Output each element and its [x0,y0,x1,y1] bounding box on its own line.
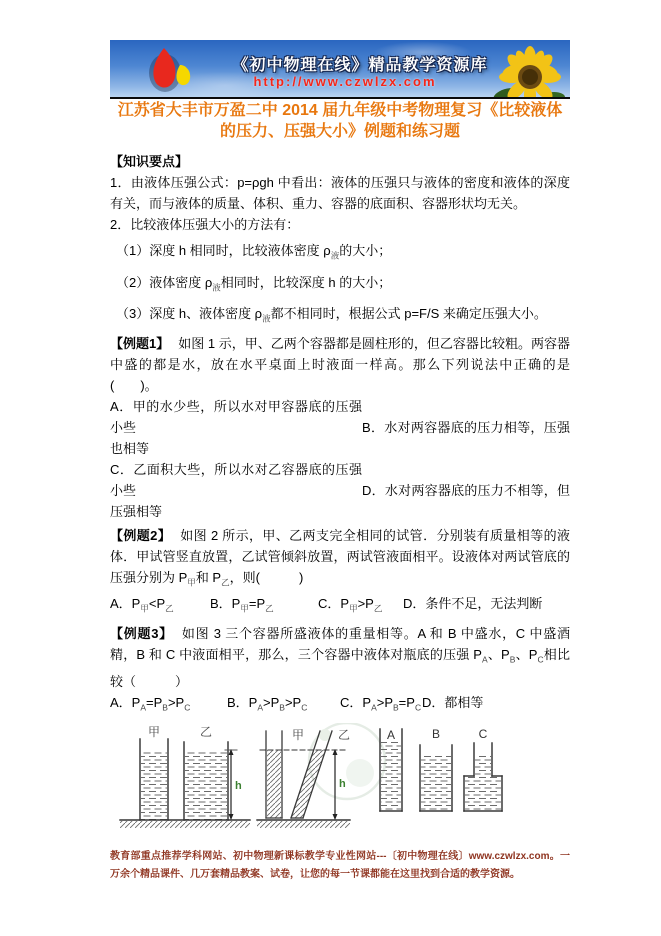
example-2 [110,525,570,594]
option-c: C．$P_甲>P_乙$ [318,596,383,614]
example-1 [110,333,570,396]
knowledge-point-1: 1．由液体压强公式：p=ρgh 中看出：液体的压强只与液体的密度和液体的深度有关，而与液体的质量、体积、重力、容器的底面积、容器形状均无关。 [110,175,570,211]
option-a: A．$P_甲<P_乙$ [110,596,174,614]
example-1-options-cd [110,459,570,522]
knowledge-method-2: （2）液体密度 $\rho_液$相同时，比较深度 h 的大小； [116,274,392,293]
example-2-label: 【例题2】 [110,527,172,543]
fig1-ground [120,821,250,828]
knowledge-method-3: （3）深度 h、液体密度 $\rho_液$都不相同时，根据公式 p=F/S 来确定压强大小。 [116,306,547,324]
example-3-label: 【例题3】 [110,625,173,641]
option-d: D．水对两容器底的压力不相等，但压强相等 [110,482,570,519]
fig2-left-label: 甲 [292,728,305,743]
site-title: 《初中物理在线》精品教学资源库 [232,57,488,74]
example-2-text: 如图 2 所示，甲、乙两支完全相同的试管．分别装有质量相等的液体．甲试管竖直放置，乙试管倾斜放置，两试管液面相平。设液体对两试管底的压强分别为 $P_甲$和 $P_乙$，则( ) [110,527,570,588]
option-d: D．条件不足，无法判断 [403,596,543,612]
site-banner [110,40,570,99]
site-url: http://www.czwlzx.com [253,74,437,89]
sunflower-icon [492,41,568,99]
option-b: B．$P_甲=P_乙$ [210,596,274,614]
example-1-label: 【例题1】 [110,335,170,351]
knowledge-method-1: （1）深度 h 相同时，比较液体密度 $\rho_液$的大小； [116,243,392,261]
example-3-text: 如图 3 三个容器所盛液体的重量相等。A 和 B 中盛水，C 中盛酒精，B 和 C 中液面相平，那么，三个容器中液体对瓶底的压强 $P_A$、$P_B$、$P_C$相比较（ ） [110,625,570,689]
fig1-left-label: 甲 [147,725,161,740]
footer-text: 教育部重点推荐学科网站、初中物理新课标教学专业性网站---〔初中物理在线〕www.czwlzx.com。一万余个精品课件、几万套精品教案、试卷，让您的每一节课都能在这里找到合适的教学资源。 [110,851,570,880]
fig1-liquid-right [185,750,227,820]
example-3 [110,623,570,692]
fig3-label-b: B [431,727,441,742]
fig2-height-label: h [339,778,346,791]
fig2-right-label: 乙 [338,728,351,743]
fig1-height-label: h [235,780,242,793]
fig2-liquid-left [267,750,281,818]
example-3-options [110,692,570,719]
knowledge-point-2: 2．比较液体压强大小的方法有： [110,217,300,232]
option-c: C．$P_A>P_B=P_C$ [340,694,422,713]
figures-strip [110,723,570,836]
figure-3 [380,727,502,811]
fig3-label-a: A [386,728,396,743]
figure-2 [257,728,350,828]
fig1-liquid-left [141,750,167,820]
figure-1 [120,725,250,828]
fig3-liquid-c-body [465,777,501,810]
option-b: B．水对两容器底的压力相等，压强也相等 [110,419,570,456]
fig3-liquid-c-neck [475,754,491,777]
fig1-right-label: 乙 [199,725,213,740]
fig3-liquid-a [381,742,401,810]
option-c: C．乙面积大些，所以水对乙容器底的压强小些 [110,461,362,498]
option-b: B．$P_A>P_B>P_C$ [227,694,308,713]
fig3-liquid-b [421,756,451,810]
example-1-options-ab [110,396,570,459]
fig2-ground [257,821,350,828]
example-1-text: 如图 1 示，甲、乙两个容器都是圆柱形的，但乙容器比较粗。两容器中盛的都是水，放在水平桌面上时液面一样高。那么下列说法中正确的是( )。 [110,335,570,393]
fig3-label-c: C [478,727,488,742]
option-a: A．$P_A=P_B>P_C$ [110,694,191,713]
knowledge-heading: 【知识要点】 [110,154,189,169]
option-a: A．甲的水少些，所以水对甲容器底的压强小些 [110,398,362,435]
flame-logo-icon [138,45,196,95]
document-body [110,151,570,846]
page-title: 江苏省大丰市万盈二中 2014 届九年级中考物理复习《比较液体的压力、压强大小》例题和练习题 [117,102,563,140]
option-d: D．都相等 [422,694,484,710]
example-2-options [110,593,570,620]
